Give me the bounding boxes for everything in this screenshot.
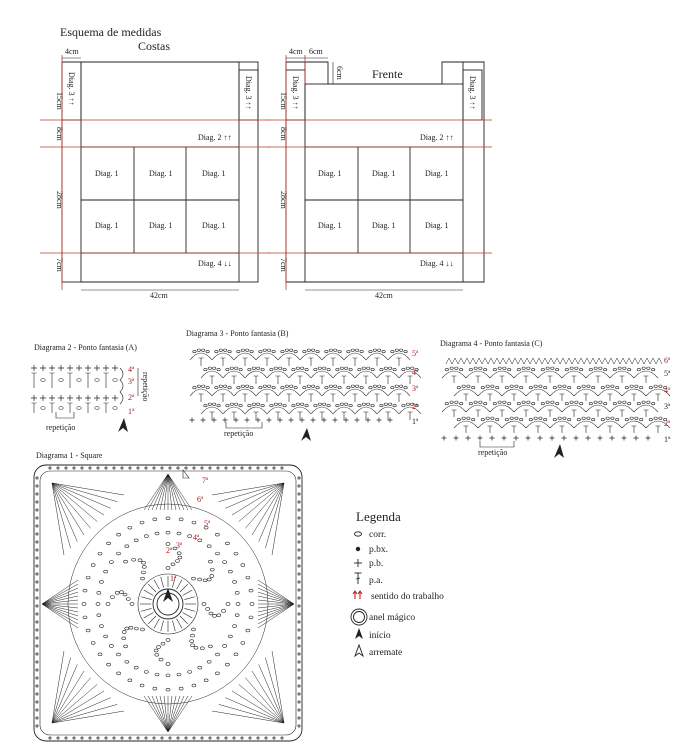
diagram1-row-3: 3ª [176, 541, 183, 550]
diagram4-row-2: 2ª [664, 419, 671, 428]
frente-bottom-width: 42cm [375, 291, 393, 300]
frente-diag2: Diag. 2 ↑↑ [420, 133, 454, 142]
costas-diag3-left: Diag. 3 ↑↑ [67, 72, 76, 106]
diagram4-start-arrow-icon [554, 444, 564, 458]
slip-stitch-dot-icon [356, 547, 360, 551]
frente-diag1-d: Diag. 1 [318, 221, 342, 230]
diagram2-start-arrow-icon [118, 418, 128, 432]
frente-top-width-b: 6cm [309, 47, 323, 56]
costas-diag1-d: Diag. 1 [95, 221, 119, 230]
diagram2-row-2: 2ª [128, 393, 135, 402]
double-crochet-t-icon [355, 573, 362, 584]
costas-schematic [40, 39, 270, 300]
diagram3-stitch-marks [190, 349, 422, 423]
diagram3-row-5: 5ª [412, 349, 419, 358]
legend-label-direction: sentido do trabalho [371, 592, 444, 602]
legend-label-slip-stitch: p.bx. [369, 545, 388, 555]
diagram4-stitch-marks [442, 358, 671, 441]
diagram1-row-1: 1ª [170, 574, 177, 583]
legend-label-chain: corr. [369, 530, 387, 540]
single-crochet-plus-icon [354, 559, 362, 567]
costas-h2: 8cm [55, 127, 64, 141]
diagram2-stitch-marks [31, 365, 123, 413]
legend-label-magic-ring: anel mágico [369, 613, 416, 623]
diagram1-title: Diagrama 1 - Square [36, 451, 103, 460]
start-arrowhead-icon [355, 628, 363, 639]
diagram2-bottom-repeat: repetição [46, 423, 76, 432]
diagram4-row-4: 4ª [664, 386, 671, 395]
diagram1-square [34, 451, 302, 741]
diagram3-start-arrow-icon [301, 428, 311, 441]
costas-h4: 7cm [55, 258, 64, 272]
chain-oval-icon [355, 532, 362, 536]
diagram3-row-3: 3ª [412, 384, 419, 393]
diagram3-row-4: 4ª [412, 368, 419, 377]
schema-title: Esquema de medidas [60, 25, 162, 39]
legend-label-single-crochet: p.b. [369, 559, 384, 569]
diagram2-row-3: 3ª [128, 377, 135, 386]
frente-h1: 15cm [279, 92, 288, 110]
diagram1-start-arrow-icon [163, 588, 173, 602]
frente-top-width-a: 4cm [289, 47, 303, 56]
legend [351, 509, 444, 658]
diagram1-row-2: 2ª [166, 546, 173, 555]
diagram3-row-1: 1ª [412, 417, 419, 426]
diagram2-row-1: 1ª [128, 407, 135, 416]
diagram1-row-6: 6ª [197, 495, 204, 504]
finish-arrowhead-icon [355, 645, 363, 656]
diagram3-row-2: 2ª [412, 402, 419, 411]
frente-diag1-b: Diag. 1 [372, 169, 396, 178]
diagram1-row-4: 4ª [193, 533, 200, 542]
costas-h1: 15cm [55, 92, 64, 110]
diagram3 [186, 329, 421, 441]
magic-ring-icon [351, 609, 367, 625]
diagram2-side-repeat: repetição [141, 372, 150, 402]
legend-title: Legenda [356, 509, 401, 524]
diagram1-stitch-marks [35, 466, 301, 740]
diagram3-bottom-repeat: repetição [224, 429, 254, 438]
costas-top-width: 4cm [65, 47, 79, 56]
frente-diag1-c: Diag. 1 [425, 169, 449, 178]
costas-diag1-b: Diag. 1 [149, 169, 173, 178]
frente-diag3-left: Diag. 3 ↑↑ [291, 76, 300, 110]
costas-diag1-a: Diag. 1 [95, 169, 119, 178]
diagram4-row-1: 1ª [664, 435, 671, 444]
diagram2-row-4: 4ª [128, 365, 135, 374]
costas-diag3-right: Diag. 3 ↑↑ [244, 76, 253, 110]
costas-label: Costas [138, 39, 171, 53]
costas-diag1-e: Diag. 1 [149, 221, 173, 230]
costas-diag2: Diag. 2 ↑↑ [198, 133, 232, 142]
costas-diag1-c: Diag. 1 [202, 169, 226, 178]
frente-diag4: Diag. 4 ↓↓ [420, 259, 454, 268]
frente-diag3-right: Diag. 3 ↑↑ [468, 76, 477, 110]
diagram1-row-5: 5ª [204, 519, 211, 528]
diagram4-row-3: 3ª [664, 402, 671, 411]
frente-diag1-a: Diag. 1 [318, 169, 342, 178]
diagram2 [31, 343, 150, 432]
legend-label-finish: arremate [369, 648, 403, 658]
frente-neck-depth: 6cm [335, 66, 344, 80]
frente-schematic [268, 47, 492, 300]
frente-label: Frente [372, 67, 403, 81]
costas-diag1-f: Diag. 1 [202, 221, 226, 230]
costas-bottom-width: 42cm [150, 291, 168, 300]
costas-diag4: Diag. 4 ↓↓ [198, 259, 232, 268]
diagram2-title: Diagrama 2 - Ponto fantasia (A) [34, 343, 137, 352]
diagram4-row-5: 5ª [664, 369, 671, 378]
diagram4 [440, 339, 671, 458]
red-arrows-icon [353, 591, 362, 599]
diagram4-bottom-repeat: repetição [478, 448, 508, 457]
costas-h3: 28cm [55, 191, 64, 209]
frente-diag1-e: Diag. 1 [372, 221, 396, 230]
frente-h3: 28cm [279, 191, 288, 209]
diagram3-title: Diagrama 3 - Ponto fantasia (B) [186, 329, 289, 338]
legend-label-double-crochet: p.a. [369, 576, 383, 586]
frente-h4: 7cm [279, 258, 288, 272]
frente-h2: 8cm [279, 127, 288, 141]
legend-label-start: início [369, 631, 391, 641]
diagram1-row-7: 7ª [202, 476, 209, 485]
diagram4-title: Diagrama 4 - Ponto fantasia (C) [440, 339, 543, 348]
diagram4-row-6: 6ª [664, 356, 671, 365]
frente-diag1-f: Diag. 1 [425, 221, 449, 230]
